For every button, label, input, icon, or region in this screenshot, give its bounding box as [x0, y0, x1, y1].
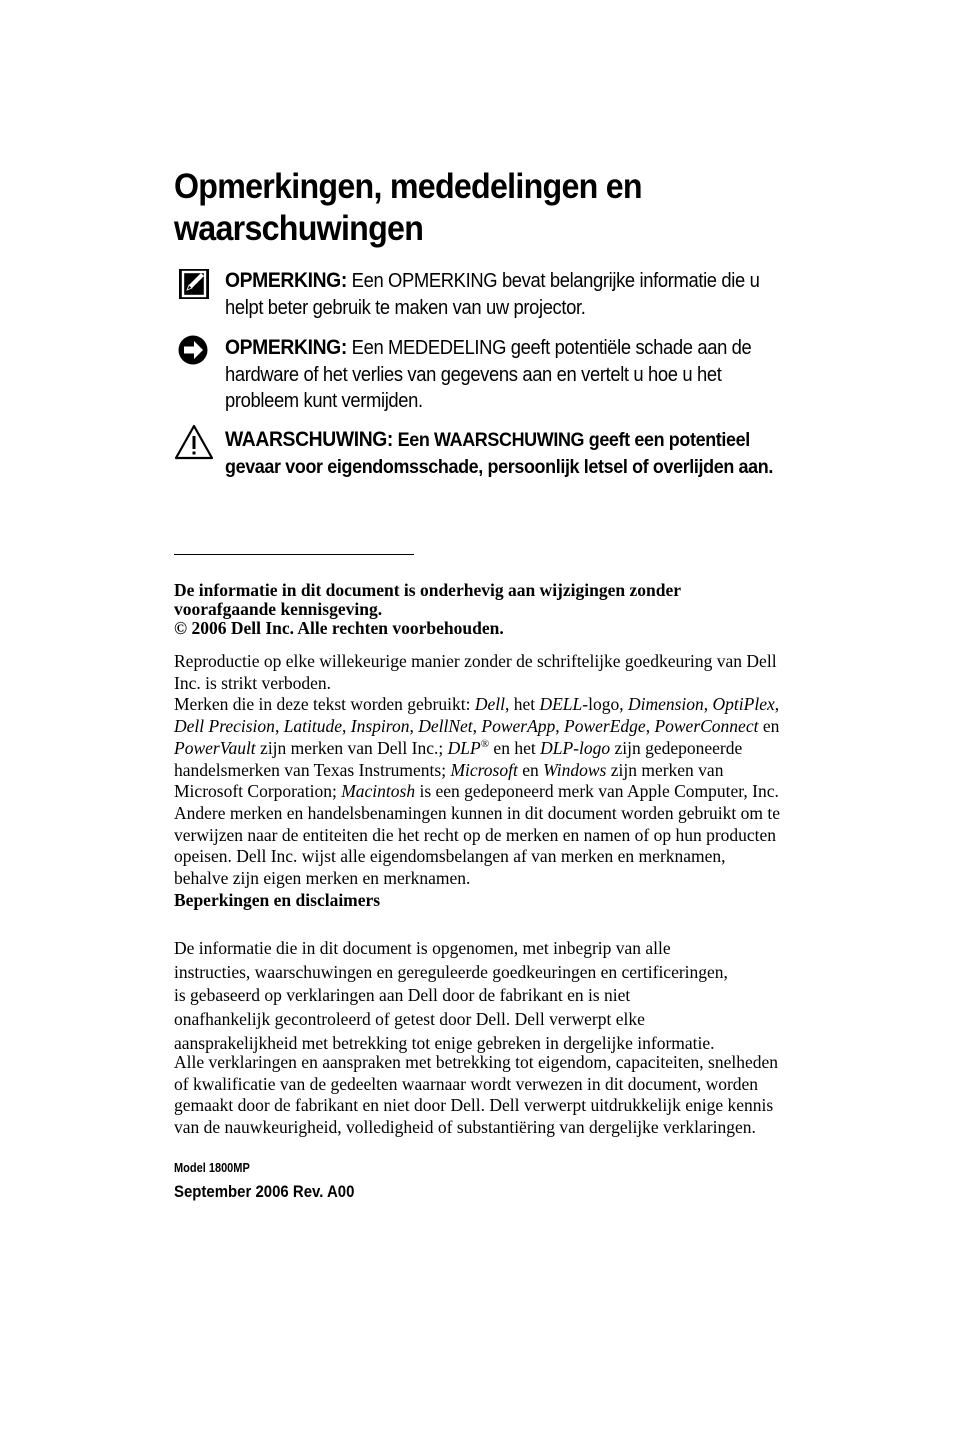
limits-line: is gebaseerd op verklaringen aan Dell door de fabrikant en is niet [174, 985, 631, 1006]
tm-sep: , [703, 694, 713, 715]
tm-name: Dell [474, 694, 505, 715]
page-title-line2: waarschuwingen [174, 209, 424, 248]
tm-name: Inspiron [350, 716, 410, 737]
limits-line: onafhankelijk gecontroleerd of getest door Dell. Dell verwerpt elke [174, 1009, 645, 1030]
tm-name: PowerConnect [654, 716, 759, 737]
model-number: Model 1800MP [174, 1161, 250, 1175]
tm-name: Latitude [283, 716, 343, 737]
tm-sep: , [274, 716, 284, 737]
tm-text: en het [489, 737, 541, 758]
warning-body: Een WAARSCHUWING geeft een potentieel gevaar voor eigendomsschade, persoonlijk letsel of overlijden aan. [225, 429, 773, 478]
change-notice: De informatie in dit document is onderhevig aan wijzigingen zonder voorafgaande kennisgeving. [174, 580, 681, 619]
trademark-notice [174, 694, 784, 803]
tm-sep: , [472, 716, 482, 737]
tm-name: OptiPlex [712, 694, 775, 715]
tm-name: DELL [539, 694, 583, 715]
warning-label: WAARSCHUWING: [225, 428, 394, 451]
tm-name: PowerApp [481, 716, 556, 737]
tm-name: DLP [447, 737, 481, 758]
tm-text: zijn merken van Microsoft Corporation; [174, 759, 724, 802]
reproduction-notice: Reproductie op elke willekeurige manier zonder de schriftelijke goedkeuring van Dell Inc. is strikt verboden. [174, 651, 777, 693]
tm-sep: , [774, 694, 780, 715]
other-marks-notice: Andere merken en handelsbenamingen kunnen in dit document worden gebruikt om te verwijzen naar de entiteiten die het recht op de merken en namen of op hun producten opeisen. Dell Inc. wijst alle eigendomsbelangen af van merken en merknamen, behalve zijn eigen merken en merknamen. [174, 802, 781, 889]
tm-name: Microsoft [450, 759, 518, 780]
revision-date: September 2006 Rev. A00 [174, 1182, 355, 1201]
notice-text [225, 335, 777, 415]
tm-text: zijn gedeponeerde handelsmerken van Texas Instruments; [174, 737, 743, 780]
tm-text: Merken die in deze tekst worden gebruikt: [174, 694, 475, 715]
tm-text: en [758, 716, 780, 737]
pencil-note-icon [174, 266, 210, 300]
note-label: OPMERKING: [225, 269, 347, 292]
notice-body: Een MEDEDELING geeft potentiële schade aan de hardware of het verlies van gegevens aan en vertelt u hoe u het probleem kunt vermijden. [225, 337, 752, 412]
limits-heading: Beperkingen en disclaimers [174, 889, 381, 910]
limits-paragraph-2 [174, 1052, 784, 1139]
tm-text: , het [504, 694, 540, 715]
tm-name: DLP-logo [540, 737, 611, 758]
note-body: Een OPMERKING bevat belangrijke informatie die u helpt beter gebruik te maken van uw projector. [225, 270, 760, 319]
tm-text: en [517, 759, 544, 780]
tm-sep: , [342, 716, 351, 737]
registered-mark: ® [480, 737, 490, 750]
tm-name: Macintosh [341, 781, 416, 802]
legal-body [174, 651, 784, 911]
tm-name: DellNet [418, 716, 473, 737]
limits-line: instructies, waarschuwingen en gereguleerde goedkeuringen en certificeringen, [174, 961, 728, 982]
tm-sep: , [555, 716, 565, 737]
tm-sep: , [409, 716, 419, 737]
notice-label: OPMERKING: [225, 336, 347, 359]
limits-line: De informatie die in dit document is opgenomen, met inbegrip van alle [174, 938, 671, 958]
tm-text: -logo, [582, 694, 628, 715]
notice-arrow-icon [174, 333, 210, 367]
legal-notice [174, 581, 784, 638]
note-text [225, 268, 777, 321]
tm-name: PowerEdge [564, 716, 646, 737]
page-title [174, 166, 744, 250]
copyright-notice: © 2006 Dell Inc. Alle rechten voorbehouden. [174, 618, 504, 638]
tm-name: Windows [543, 759, 607, 780]
section-divider [174, 554, 414, 555]
limits-line: aansprakelijkheid met betrekking tot enige gebreken in dergelijke informatie. [174, 1032, 715, 1053]
limits-paragraph-1 [174, 937, 784, 1056]
limits-text: Alle verklaringen en aanspraken met betrekking tot eigendom, capaciteiten, snelheden of kwalificatie van de gedeelten waarnaar wordt verwezen in dit document, worden gemaakt door de fabrikant en niet door Dell. Dell verwerpt uitdrukkelijk enige kennis van de nauwkeurigheid, volledigheid of substantiëring van dergelijke verklaringen. [174, 1052, 778, 1138]
warning-text [225, 427, 777, 480]
warning-triangle-icon [174, 424, 214, 460]
tm-name: Dell Precision [174, 716, 275, 737]
tm-text: zijn merken van Dell Inc.; [255, 737, 448, 758]
tm-sep: , [645, 716, 655, 737]
tm-name: PowerVault [174, 737, 256, 758]
page-title-line1: Opmerkingen, mededelingen en [174, 167, 642, 206]
tm-name: Dimension [627, 694, 704, 715]
tm-text: is een gedeponeerd merk van Apple Computer, Inc. [415, 781, 779, 802]
